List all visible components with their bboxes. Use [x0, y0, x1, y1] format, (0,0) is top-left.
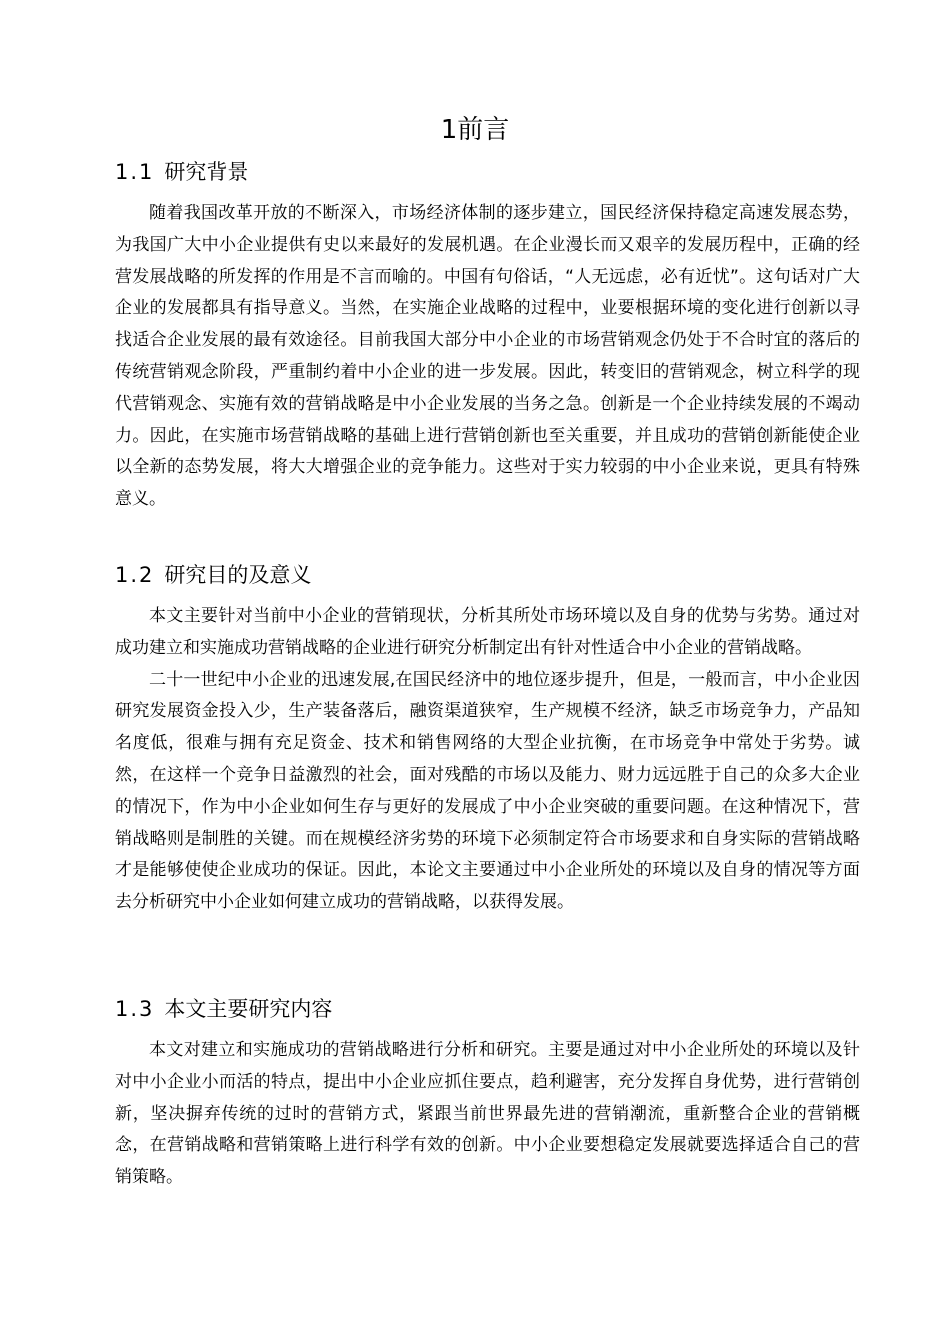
section-title: 本文主要研究内容: [164, 997, 333, 1021]
section-heading-1-3: [115, 992, 332, 1026]
paragraph: 本文对建立和实施成功的营销战略进行分析和研究。主要是通过对中小企业所处的环境以及针对中小企业小而活的特点，提出中小企业应抓住要点，趋利避害，充分发挥自身优势，进行营销创新，坚决摒弃传统的过时的营销方式，紧跟当前世界最先进的营销潮流，重新整合企业的营销概念，在营销战略和营销策略上进行科学有效的创新。中小企业要想稳定发展就要选择适合自己的营销策略。: [115, 1040, 860, 1188]
section-heading-1-2: [115, 558, 311, 592]
section-number: 1.2: [115, 563, 155, 587]
section-number: 1.3: [115, 997, 155, 1021]
section-body-1-2: [115, 601, 860, 919]
paragraph: 随着我国改革开放的不断深入，市场经济体制的逐步建立，国民经济保持稳定高速发展态势，为我国广大中小企业提供有史以来最好的发展机遇。在企业漫长而又艰辛的发展历程中，正确的经营发展战略的所发挥的作用是不言而喻的。中国有句俗话，“人无远虑，必有近忧”。这句话对广大企业的发展都具有指导意义。当然，在实施企业战略的过程中，业要根据环境的变化进行创新以寻找适合企业发展的最有效途径。目前我国大部分中小企业的市场营销观念仍处于不合时宜的落后的传统营销观念阶段，严重制约着中小企业的进一步发展。因此，转变旧的营销观念，树立科学的现代营销观念、实施有效的营销战略是中小企业发展的当务之急。创新是一个企业持续发展的不竭动力。因此，在实施市场营销战略的基础上进行营销创新也至关重要，并且成功的营销创新能使企业以全新的态势发展，将大大增强企业的竞争能力。这些对于实力较弱的中小企业来说，更具有特殊意义。: [115, 203, 860, 510]
section-number: 1.1: [115, 160, 155, 184]
section-body-1-1: [115, 198, 860, 516]
section-body-1-3: [115, 1035, 860, 1194]
section-heading-1-1: [115, 155, 248, 189]
paragraph: 本文主要针对当前中小企业的营销现状，分析其所处市场环境以及自身的优势与劣势。通过对成功建立和实施成功营销战略的企业进行研究分析制定出有针对性适合中小企业的营销战略。: [115, 606, 860, 658]
chapter-title-text: 前言: [457, 115, 510, 145]
section-title: 研究背景: [164, 160, 249, 184]
section-title: 研究目的及意义: [164, 563, 312, 587]
chapter-number: 1: [440, 115, 458, 145]
chapter-title: [0, 108, 950, 152]
paragraph: 二十一世纪中小企业的迅速发展,在国民经济中的地位逐步提升，但是，一般而言，中小企业因研究发展资金投入少，生产装备落后，融资渠道狭窄，生产规模不经济，缺乏市场竞争力，产品知名度低，很难与拥有充足资金、技术和销售网络的大型企业抗衡，在市场竞争中常处于劣势。诚然，在这样一个竞争日益激烈的社会，面对残酷的市场以及能力、财力远远胜于自己的众多大企业的情况下，作为中小企业如何生存与更好的发展成了中小企业突破的重要问题。在这种情况下，营销战略则是制胜的关键。而在规模经济劣势的环境下必须制定符合市场要求和自身实际的营销战略才是能够使使企业成功的保证。因此，本论文主要通过中小企业所处的环境以及自身的情况等方面去分析研究中小企业如何建立成功的营销战略，以获得发展。: [115, 669, 860, 913]
